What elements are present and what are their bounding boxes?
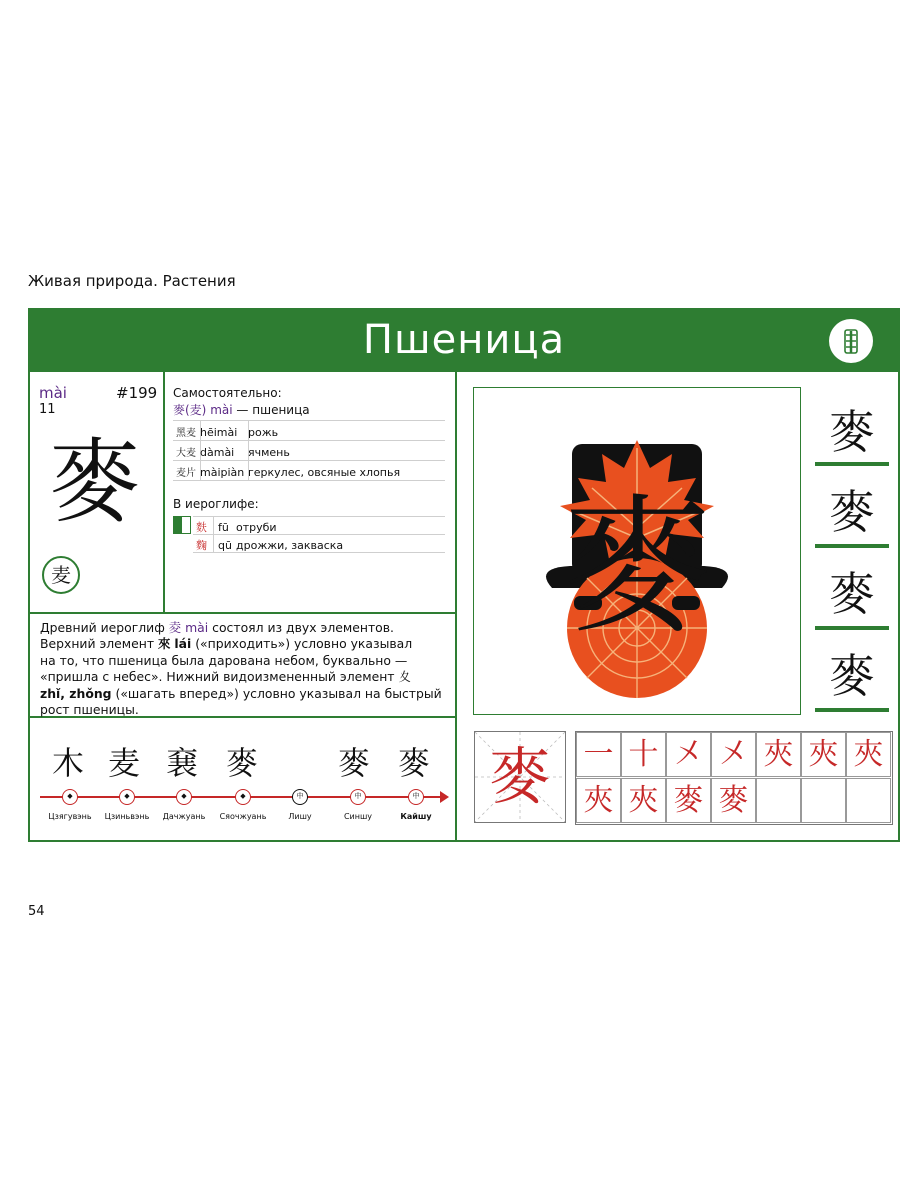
empty-step	[756, 778, 801, 823]
table-rule	[173, 420, 445, 421]
row-pinyin: dàmài	[200, 446, 235, 459]
table-rule	[173, 480, 445, 481]
stroke-step: 麥	[666, 778, 711, 823]
stage-label: Синшу	[343, 812, 373, 821]
stroke-step: 㐅	[666, 732, 711, 777]
ancient-glyph: 麦	[108, 744, 141, 782]
stroke-step: 一	[576, 732, 621, 777]
stroke-step: 夾	[621, 778, 666, 823]
row-meaning: отруби	[236, 521, 277, 534]
stage-label: Цзягувэнь	[48, 812, 92, 821]
stage-seal-icon: ◆	[62, 789, 78, 805]
divider	[455, 372, 457, 840]
row-meaning: геркулес, овсяные хлопья	[248, 466, 401, 479]
practice-character: 麥	[488, 740, 551, 813]
variant-divider	[815, 626, 889, 630]
stage-seal-icon: ◆	[176, 789, 192, 805]
headword-pinyin: mài	[210, 403, 233, 417]
stage-seal-icon: 中	[350, 789, 366, 805]
character-number: #199	[116, 384, 158, 402]
variant-character: 麥	[829, 485, 875, 539]
stage-seal-icon: 中	[292, 789, 308, 805]
etymology-text	[40, 620, 450, 718]
self-study-label: Самостоятельно:	[173, 386, 282, 400]
variant-character: 麥	[829, 567, 875, 621]
table-rule	[173, 440, 445, 441]
text-line: Верхний элемент 來 lái («приходить») условно указывал	[40, 636, 413, 652]
ancient-glyph: 木	[52, 744, 85, 782]
stroke-step: 㐅	[711, 732, 756, 777]
in-character-label: В иероглифе:	[173, 497, 259, 511]
ancient-glyph: 麥	[226, 744, 259, 782]
row-hanzi: 大麦	[176, 448, 196, 459]
stroke-step: 十	[621, 732, 666, 777]
empty-step	[801, 778, 846, 823]
table-rule	[193, 516, 445, 517]
stroke-step: 夾	[801, 732, 846, 777]
row-pinyin: hēimài	[200, 426, 238, 439]
variant-divider	[815, 462, 889, 466]
empty-step	[846, 778, 891, 823]
stage-label: Лишу	[288, 812, 312, 821]
stage-label: Дачжуань	[162, 812, 206, 821]
illustration-character: 麥	[562, 481, 713, 655]
page-title: Пшеница	[362, 317, 566, 363]
ancient-glyph: 㐮	[166, 744, 199, 782]
table-row	[176, 424, 278, 439]
stroke-order-grid	[575, 731, 893, 825]
text-line: на то, что пшеница была дарована небом, буквально —	[40, 652, 408, 668]
page-number: 54	[28, 904, 45, 919]
stage-seal-icon: ◆	[119, 789, 135, 805]
stroke-step: 麥	[711, 778, 756, 823]
stage-seal-icon: ◆	[235, 789, 251, 805]
divider	[163, 372, 165, 612]
row-hanzi: 麩	[196, 521, 207, 534]
table-rule	[173, 460, 445, 461]
row-pinyin: fū	[218, 521, 229, 534]
ancient-glyph: 麥	[398, 744, 431, 782]
variant-divider	[815, 544, 889, 548]
row-pinyin: qū	[218, 539, 232, 552]
stage-seal-icon: 中	[408, 789, 424, 805]
stage-label: Цзиньвэнь	[104, 812, 150, 821]
text-line: «пришла с небес». Нижний видоизмененный элемент 夊	[40, 669, 411, 685]
row-pinyin: màipiàn	[200, 466, 245, 479]
section-title: Живая природа. Растения	[28, 272, 236, 290]
table-row	[176, 444, 290, 459]
variant-divider	[815, 708, 889, 712]
row-meaning: дрожжи, закваска	[236, 539, 344, 552]
pinyin: mài	[39, 384, 67, 402]
row-meaning: рожь	[248, 426, 279, 439]
stage-label: Сяочжуань	[219, 812, 267, 821]
stroke-count: 11	[39, 402, 56, 417]
illustration-frame	[473, 387, 801, 715]
practice-cell	[474, 731, 566, 823]
row-hanzi: 麦片	[176, 468, 196, 479]
headword-meaning: — пшеница	[236, 403, 310, 417]
stroke-step: 夾	[756, 732, 801, 777]
ancient-glyph: 麥	[338, 744, 371, 782]
main-character: 麥	[48, 429, 141, 536]
timeline-arrow-icon	[440, 791, 449, 803]
component-marker-icon	[173, 516, 191, 534]
simplified-character: 麦	[42, 556, 80, 594]
stroke-step: 夾	[846, 732, 891, 777]
headword-line	[173, 401, 310, 418]
variant-character: 麥	[829, 649, 875, 703]
headword-chars: 麥(麦)	[173, 403, 207, 417]
stage-label: Кайшу	[400, 812, 432, 821]
text-line: zhǐ, zhǒng («шагать вперед») условно указывал на быстрый	[40, 685, 442, 701]
row-hanzi: 黑麦	[176, 428, 196, 439]
variant-character: 麥	[829, 405, 875, 459]
table-row	[176, 464, 400, 479]
row-meaning: ячмень	[248, 446, 290, 459]
text-line: рост пшеницы.	[40, 702, 139, 718]
table-row	[196, 519, 277, 535]
text-line: Древний иероглиф 夌 mài состоял из двух элементов.	[40, 620, 394, 635]
row-hanzi: 麴	[196, 539, 207, 552]
stroke-step: 夾	[576, 778, 621, 823]
table-row	[196, 537, 343, 553]
divider	[28, 612, 456, 614]
